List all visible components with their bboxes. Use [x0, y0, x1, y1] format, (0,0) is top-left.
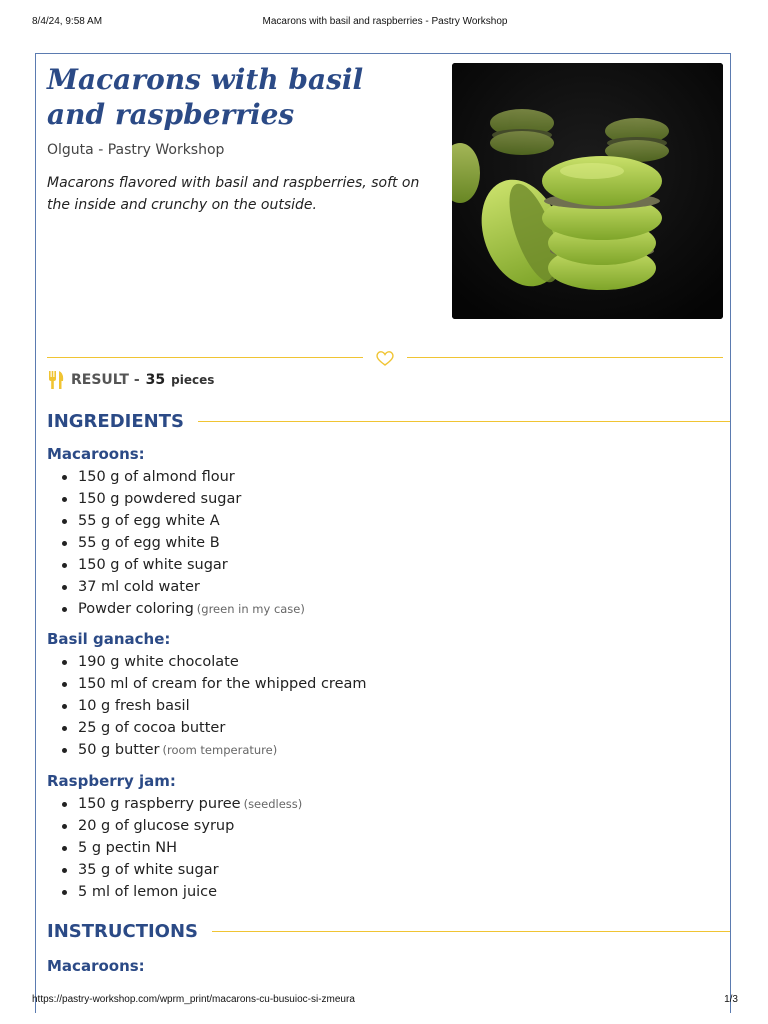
bullet	[62, 519, 67, 524]
ingredient-item	[47, 598, 305, 620]
ingredient-group-title: Macaroons:	[47, 445, 145, 463]
ingredient-text: 20 g of glucose syrup	[78, 818, 235, 834]
bullet	[62, 497, 67, 502]
instructions-heading	[47, 921, 731, 942]
bullet	[62, 846, 67, 851]
ingredients-heading	[47, 411, 731, 432]
bullet	[62, 802, 67, 807]
ingredient-item	[47, 466, 305, 488]
ingredient-note: (green in my case)	[196, 602, 305, 616]
ingredient-text: 55 g of egg white A	[78, 513, 220, 529]
ingredient-text: 150 g of almond flour	[78, 469, 235, 485]
divider-line-right	[407, 357, 723, 358]
bullet	[62, 890, 67, 895]
ingredients-heading-text: INGREDIENTS	[47, 411, 184, 432]
recipe-photo	[452, 63, 723, 319]
ingredient-list	[47, 793, 302, 903]
ingredient-text: 10 g fresh basil	[78, 698, 190, 714]
ingredient-text: 190 g white chocolate	[78, 654, 239, 670]
ingredient-item	[47, 576, 305, 598]
bullet	[62, 541, 67, 546]
ingredient-text: 5 g pectin NH	[78, 840, 178, 856]
bullet	[62, 868, 67, 873]
bullet	[62, 824, 67, 829]
ingredient-text: 150 ml of cream for the whipped cream	[78, 676, 367, 692]
recipe-result	[47, 369, 214, 391]
bullet	[62, 563, 67, 568]
section-divider	[47, 348, 723, 368]
instructions-heading-text: INSTRUCTIONS	[47, 921, 198, 942]
print-page-title: Macarons with basil and raspberries - Pastry Workshop	[262, 16, 508, 27]
bullet	[62, 475, 67, 480]
ingredient-item	[47, 717, 367, 739]
ingredient-item	[47, 651, 367, 673]
ingredient-item	[47, 837, 302, 859]
bullet	[62, 748, 67, 753]
ingredients-heading-rule	[198, 421, 731, 422]
recipe-summary: Macarons flavored with basil and raspberries, soft on the inside and crunchy on the outside.	[47, 175, 420, 213]
bullet	[62, 682, 67, 687]
ingredient-text: 50 g butter	[78, 742, 160, 758]
print-header	[32, 16, 738, 30]
ingredient-item	[47, 815, 302, 837]
ingredient-list	[47, 466, 305, 620]
ingredient-group-title: Basil ganache:	[47, 630, 171, 648]
ingredient-text: Powder coloring	[78, 601, 194, 617]
bullet	[62, 726, 67, 731]
ingredient-text: 150 g powdered sugar	[78, 491, 242, 507]
ingredient-note: (seedless)	[243, 797, 303, 811]
bullet	[62, 660, 67, 665]
instructions-heading-rule	[212, 931, 731, 932]
print-page-number: 1/3	[724, 994, 738, 1005]
ingredient-item	[47, 881, 302, 903]
ingredient-list	[47, 651, 367, 761]
recipe-author: Olguta - Pastry Workshop	[47, 142, 225, 158]
bullet	[62, 607, 67, 612]
ingredient-text: 5 ml of lemon juice	[78, 884, 218, 900]
recipe-title: Macarons with basil and raspberries	[47, 63, 364, 131]
ingredient-text: 37 ml cold water	[78, 579, 200, 595]
result-unit: pieces	[171, 373, 215, 387]
ingredient-text: 150 g of white sugar	[78, 557, 228, 573]
ingredient-item	[47, 673, 367, 695]
ingredient-item	[47, 532, 305, 554]
print-datetime: 8/4/24, 9:58 AM	[32, 16, 103, 27]
ingredient-item	[47, 859, 302, 881]
ingredient-item	[47, 793, 302, 815]
bullet	[62, 704, 67, 709]
fork-knife-icon	[47, 370, 65, 390]
ingredient-text: 35 g of white sugar	[78, 862, 219, 878]
ingredient-text: 25 g of cocoa butter	[78, 720, 226, 736]
result-value: 35	[145, 372, 166, 388]
ingredient-group-title: Raspberry jam:	[47, 772, 176, 790]
instruction-group-title: Macaroons:	[47, 957, 145, 975]
ingredient-text: 150 g raspberry puree	[78, 796, 241, 812]
ingredient-text: 55 g of egg white B	[78, 535, 220, 551]
ingredient-item	[47, 554, 305, 576]
bullet	[62, 585, 67, 590]
print-footer	[32, 994, 738, 1008]
ingredient-item	[47, 695, 367, 717]
divider-line-left	[47, 357, 363, 358]
ingredient-note: (room temperature)	[162, 743, 278, 757]
ingredient-item	[47, 510, 305, 532]
print-url: https://pastry-workshop.com/wprm_print/macarons-cu-busuioc-si-zmeura	[32, 994, 355, 1005]
heart-icon[interactable]	[374, 348, 396, 368]
result-label: RESULT -	[71, 372, 140, 388]
ingredient-item	[47, 739, 367, 761]
macarons-image	[452, 63, 723, 319]
recipe-card	[35, 53, 731, 1013]
ingredient-item	[47, 488, 305, 510]
